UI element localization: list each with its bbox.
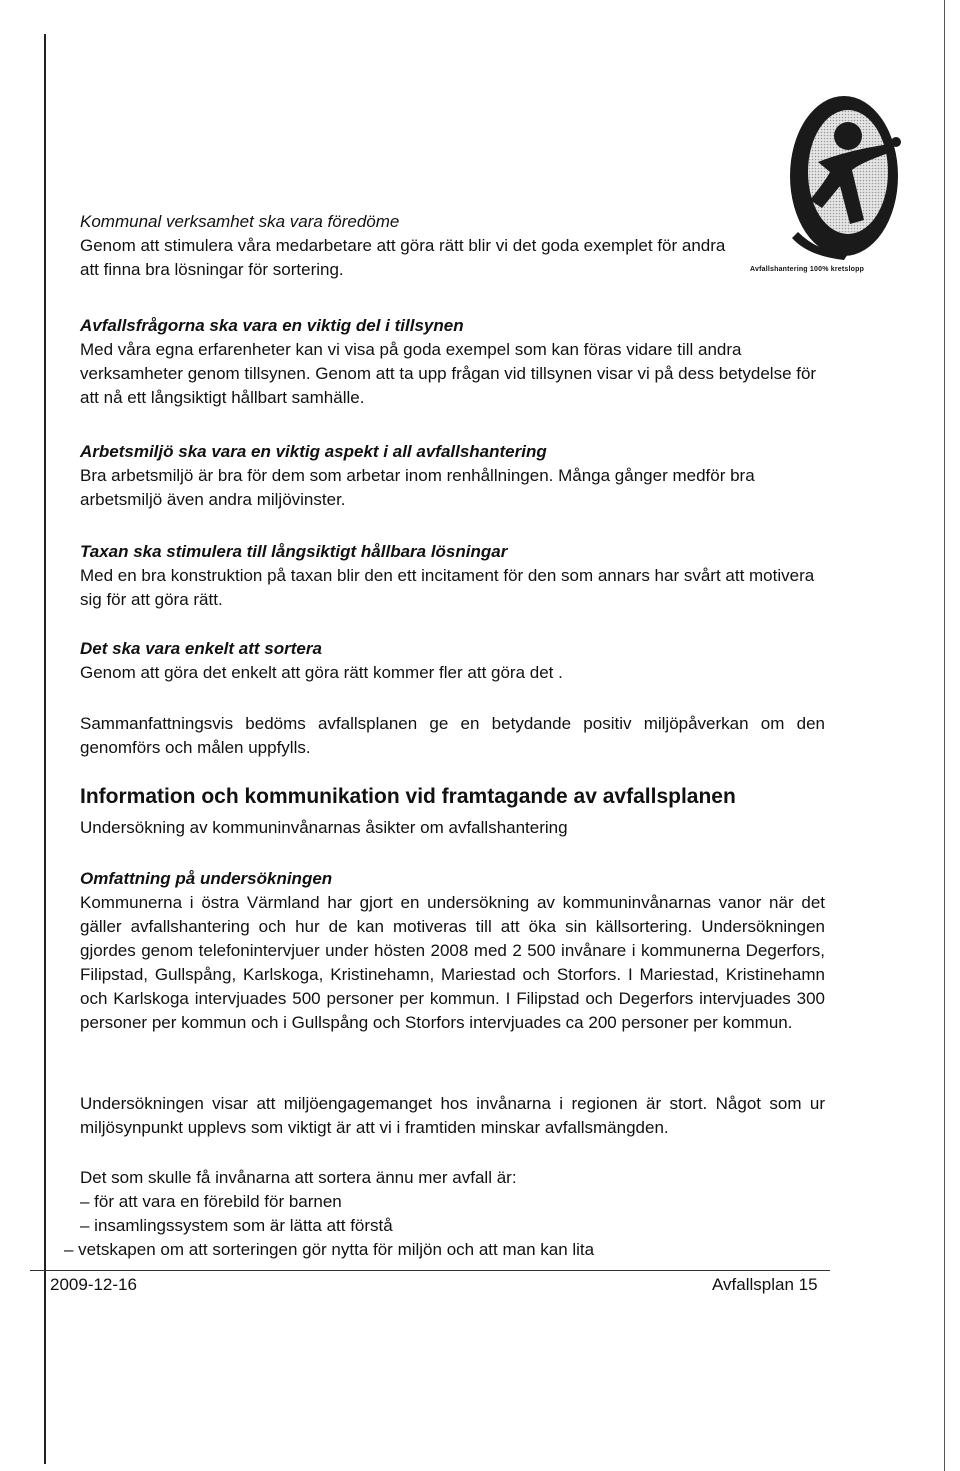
list-item: – insamlingssystem som är lätta att förstå [80, 1216, 393, 1235]
section-heading: Omfattning på undersökningen [80, 869, 333, 888]
logo-tagline: Avfallshantering 100% kretslopp [750, 266, 865, 273]
result-text: Undersökningen visar att miljöengagemanget hos invånarna i regionen är stort. Något som ur miljösynpunkt upplevs som viktigt är att vi i framtiden minskar avfallsmängden. [80, 1094, 825, 1137]
section-heading: Kommunal verksamhet ska vara föredöme [80, 212, 400, 231]
section-body: Genom att göra det enkelt att göra rätt kommer fler att göra det . [80, 663, 563, 682]
footer-rule [30, 1270, 830, 1271]
section-tillsyn [80, 314, 825, 410]
section-heading: Avfallsfrågorna ska vara en viktig del i tillsynen [80, 316, 464, 335]
section-body: Bra arbetsmiljö är bra för dem som arbetar inom renhållningen. Många gånger medför bra arbetsmiljö även andra miljövinster. [80, 466, 755, 509]
section-kommunal [80, 210, 825, 282]
motivation-block [64, 1166, 825, 1262]
section-enkelt [80, 637, 825, 685]
summary-paragraph [80, 712, 825, 760]
section-line: att finna bra lösningar för sortering. [80, 260, 344, 279]
list-item: – vetskapen om att sorteringen gör nytta för miljön och att man kan lita [64, 1240, 595, 1259]
result-paragraph [80, 1092, 825, 1140]
section-line: Genom att stimulera våra medarbetare att göra rätt blir vi det goda exemplet för andra [80, 236, 726, 255]
section-body: Med våra egna erfarenheter kan vi visa på goda exempel som kan föras vidare till andra verksamheter genom tillsynen. Genom att ta upp frågan vid tillsynen visar vi på dess betydelse för att nå ett långsiktigt hållbart samhälle. [80, 340, 817, 407]
right-margin-rule [944, 0, 945, 1471]
section-arbetsmiljo [80, 440, 825, 512]
motivation-intro: Det som skulle få invånarna att sortera ännu mer avfall är: [80, 1168, 517, 1187]
section-heading: Arbetsmiljö ska vara en viktig aspekt i all avfallshantering [80, 442, 547, 461]
section-body: Kommunerna i östra Värmland har gjort en undersökning av kommuninvånarnas vanor när det gäller avfallshantering och hur de kan motiveras till att öka sin källsortering. Undersökningen gjordes genom telefonintervjuer under hösten 2008 med 2 500 invånare i kommunerna Degerfors, Filipstad, Gullspång, Karlskoga, Kristinehamn, Mariestad och Storfors. I Mariestad, Kristinehamn och Karlskoga intervjuades 500 personer per kommun. I Filipstad och Degerfors intervjuades 300 personer per kommun och i Gullspång och Storfors intervjuades ca 200 personer per kommun. [80, 893, 825, 1032]
info-subheading-block [80, 816, 825, 840]
left-margin-rule [44, 34, 46, 1464]
info-subheading: Undersökning av kommuninvånarnas åsikter om avfallshantering [80, 818, 568, 837]
section-taxan [80, 540, 825, 612]
footer-date: 2009-12-16 [50, 1275, 137, 1294]
info-heading: Information och kommunikation vid framtagande av avfallsplanen [80, 785, 736, 808]
section-omfattning [80, 867, 825, 1035]
footer-page-label: Avfallsplan 15 [712, 1275, 818, 1294]
section-body: Med en bra konstruktion på taxan blir den ett incitament för den som annars har svårt att motivera sig för att göra rätt. [80, 566, 815, 609]
section-heading: Det ska vara enkelt att sortera [80, 639, 322, 658]
section-heading: Taxan ska stimulera till långsiktigt hållbara lösningar [80, 542, 508, 561]
summary-text: Sammanfattningsvis bedöms avfallsplanen ge en betydande positiv miljöpåverkan om den genomförs och målen uppfylls. [80, 714, 825, 757]
list-item: – för att vara en förebild för barnen [80, 1192, 342, 1211]
